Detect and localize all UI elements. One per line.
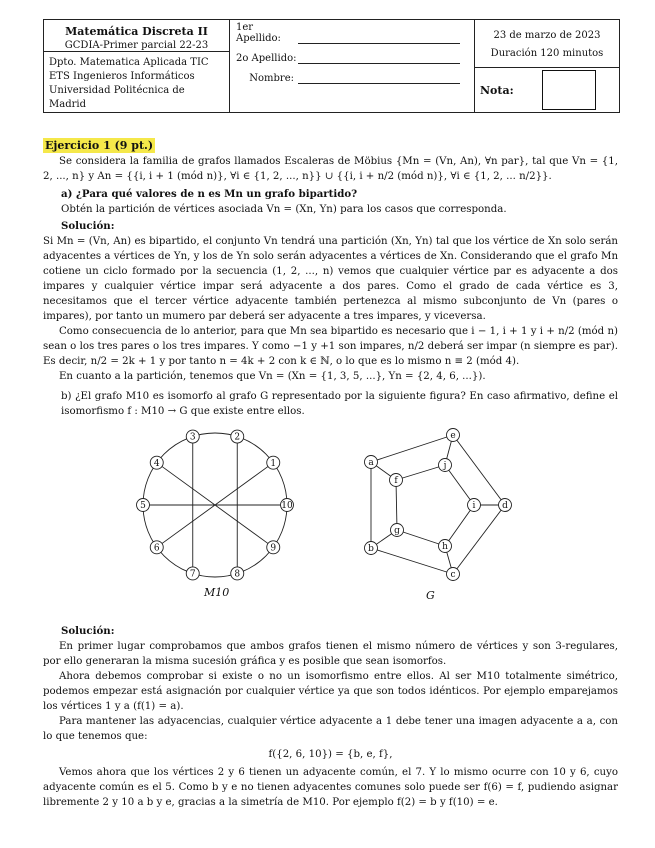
question-a-text: a) ¿Para qué valores de n es Mn un grafo bipartido? — [61, 188, 358, 200]
exam-duration: Duración 120 minutos — [490, 48, 604, 59]
g-vertex — [447, 568, 460, 581]
m10-vertex-label: 1 — [270, 458, 277, 469]
field-surname2-line[interactable] — [298, 53, 460, 64]
g-vertex — [499, 499, 512, 512]
g-graph — [365, 429, 512, 581]
m10-vertex — [186, 567, 199, 580]
exercise-intro: Se considera la familia de grafos llamados Escaleras de Möbius {Mn = (Vn, An), ∀n par}, tal que Vn = {1, 2, ..., n} y An = {{i, i + 1 (mód n)}, ∀i ∈ {1, 2, ..., n}} ∪ {{i, i + n/2 (mód n)}, ∀i ∈ {1, 2, ... n/2}}. — [43, 156, 618, 182]
field-surname1-line[interactable] — [298, 33, 460, 44]
g-vertex — [439, 540, 452, 553]
g-edge — [396, 465, 445, 480]
student-fields — [230, 20, 475, 112]
m10-graph — [137, 430, 294, 580]
course-box — [44, 20, 229, 52]
g-edge — [397, 530, 445, 546]
grade-label: Nota: — [480, 83, 514, 97]
course-column — [44, 20, 230, 112]
g-edge — [453, 505, 505, 574]
g-vertex — [365, 542, 378, 555]
g-vertex-label: d — [502, 501, 508, 512]
field-surname2 — [236, 50, 468, 64]
dept-line: Dpto. Matematica Aplicada TIC — [49, 57, 209, 68]
field-surname1-label: 1er Apellido: — [236, 22, 281, 44]
exercise-title: Ejercicio 1 (9 pt.) — [45, 139, 154, 152]
m10-vertex — [281, 499, 294, 512]
caption-m10: M10 — [204, 586, 230, 599]
g-edge — [396, 480, 397, 530]
g-vertex — [365, 456, 378, 469]
g-edge — [453, 435, 505, 505]
m10-vertex — [150, 541, 163, 554]
solution-b-p1: En primer lugar comprobamos que ambos grafos tienen el mismo número de vértices y son 3-regulares, por ello generaran la misma sucesión gráfica y es posible que sean isomorfos. — [43, 641, 618, 667]
m10-vertex — [231, 567, 244, 580]
m10-vertex — [186, 430, 199, 443]
dept-line: Universidad Politécnica de Madrid — [49, 85, 185, 110]
g-vertex — [391, 524, 404, 537]
m10-vertex-label: 8 — [234, 569, 241, 580]
g-vertex — [439, 459, 452, 472]
g-vertex — [447, 429, 460, 442]
g-vertex-label: c — [450, 570, 456, 581]
g-vertex-label: b — [368, 544, 374, 555]
question-a — [61, 187, 618, 202]
g-edge — [445, 465, 474, 505]
grade-square[interactable] — [542, 70, 596, 110]
solution-a-p1: Si Mn = (Vn, An) es bipartido, el conjunto Vn tendrá una partición (Xn, Yn) tal que los vértice de Xn solo serán adyacentes a vértices de Yn, y los de Yn solo serán adyacentes a vértices de Xn. Considerando que el grafo Mn cotiene un ciclo formado por la secuencia (1, 2, ..., n) vemos que cualquier vértice par es adyacente a dos impares y cualquier vértice impar será adyacente a dos pares. Como el grado de cada vértice es 3, necesitamos que el tercer vértice adyacente también pertenezca al mismo subconjunto de Vn (pares o impares), por tanto un mumero par deberá ser adyacente a tres impares, y viceversa. — [43, 236, 618, 322]
field-surname2-label: 2o Apellido: — [236, 53, 297, 64]
g-edge — [371, 435, 453, 462]
g-vertex — [390, 474, 403, 487]
g-vertex-label: h — [442, 542, 448, 553]
grade-box — [475, 68, 619, 112]
m10-vertex — [267, 541, 280, 554]
m10-vertex-label: 2 — [234, 432, 241, 443]
solution-b-p4: Vemos ahora que los vértices 2 y 6 tienen un adyacente común, el 7. Y lo mismo ocurre con 10 y 6, cuyo adyacente común es el 5. Como b y e no tienen adyacentes comunes solo puede ser f(6) = f, pudiendo asignar libremente 2 y 10 a b y e, gracias a la simetría de M10. Por ejemplo f(2) = b y f(10) = e. — [43, 767, 618, 808]
department-box — [44, 52, 229, 116]
m10-vertex — [150, 456, 163, 469]
g-vertex-label: j — [443, 461, 447, 472]
exam-date: 23 de marzo de 2023 — [493, 30, 601, 41]
g-edge — [445, 505, 474, 546]
graph-figure — [120, 420, 540, 610]
m10-vertex-label: 5 — [140, 501, 146, 512]
m10-vertex-label: 6 — [153, 543, 160, 554]
g-vertex-label: a — [368, 458, 374, 469]
field-name — [236, 70, 468, 84]
exercise-content — [43, 138, 618, 419]
course-title: Matemática Discreta II — [65, 25, 208, 38]
field-name-line[interactable] — [298, 73, 460, 84]
g-vertex-label: f — [394, 476, 398, 487]
m10-vertex-label: 7 — [189, 569, 196, 580]
g-vertex-label: g — [394, 526, 400, 537]
solution-b-p2: Ahora debemos comprobar si existe o no un isomorfismo entre ellos. Al ser M10 totalmente simétrico, podemos empezar está asignación por cualquier vértice ya que son todos idénticos. Por ejemplo emparejamos los vértices 1 y a (f(1) = a). — [43, 671, 618, 712]
equation: f({2, 6, 10}) = {b, e, f}, — [268, 749, 393, 760]
solution-b — [43, 622, 618, 810]
g-edge — [371, 548, 453, 574]
date-box — [475, 20, 619, 68]
exam-info-column — [475, 20, 619, 112]
m10-vertex-label: 9 — [270, 543, 277, 554]
solution-a-p3: En cuanto a la partición, tenemos que Vn = (Xn = {1, 3, 5, ...}, Yn = {2, 4, 6, ...}). — [59, 371, 486, 382]
m10-vertex-label: 4 — [153, 458, 160, 469]
solution-a-label: Solución: — [61, 220, 115, 232]
course-subtitle: GCDIA-Primer parcial 22-23 — [64, 40, 209, 51]
g-vertex — [468, 499, 481, 512]
g-vertex-label: i — [472, 501, 476, 512]
dept-line: ETS Ingenieros Informáticos — [49, 71, 195, 82]
m10-vertex — [231, 430, 244, 443]
field-name-label: Nombre: — [249, 73, 294, 84]
m10-vertex-label: 10 — [281, 501, 293, 512]
question-a-2: Obtén la partición de vértices asociada Vn = (Xn, Yn) para los casos que corresponda. — [61, 204, 507, 215]
exam-header — [43, 19, 620, 113]
g-vertex-label: e — [450, 431, 456, 442]
m10-vertex-label: 3 — [189, 432, 196, 443]
solution-a-p2: Como consecuencia de lo anterior, para que Mn sea bipartido es necesario que i − 1, i + 1 y i + n/2 (mód n) sean o los tres pares o los tres impares. Y como −1 y +1 son impares, n/2 deberá ser impar (n siempre es par). Es decir, n/2 = 2k + 1 y por tanto n = 4k + 2 con k ∈ ℕ, o lo que es lo mismo n ≡ 2 (mód 4). — [43, 326, 618, 367]
m10-vertex — [267, 456, 280, 469]
field-surname1 — [236, 22, 468, 44]
caption-g: G — [426, 589, 435, 602]
m10-vertex — [137, 499, 150, 512]
question-b: b) ¿El grafo M10 es isomorfo al grafo G representado por la siguiente figura? En caso afirmativo, define el isomorfismo f : M10 → G que existe entre ellos. — [61, 391, 618, 417]
solution-b-p3: Para mantener las adyacencias, cualquier vértice adyacente a 1 debe tener una imagen adyacente a a, con lo que tenemos que: — [43, 716, 618, 742]
solution-b-label: Solución: — [61, 625, 115, 637]
